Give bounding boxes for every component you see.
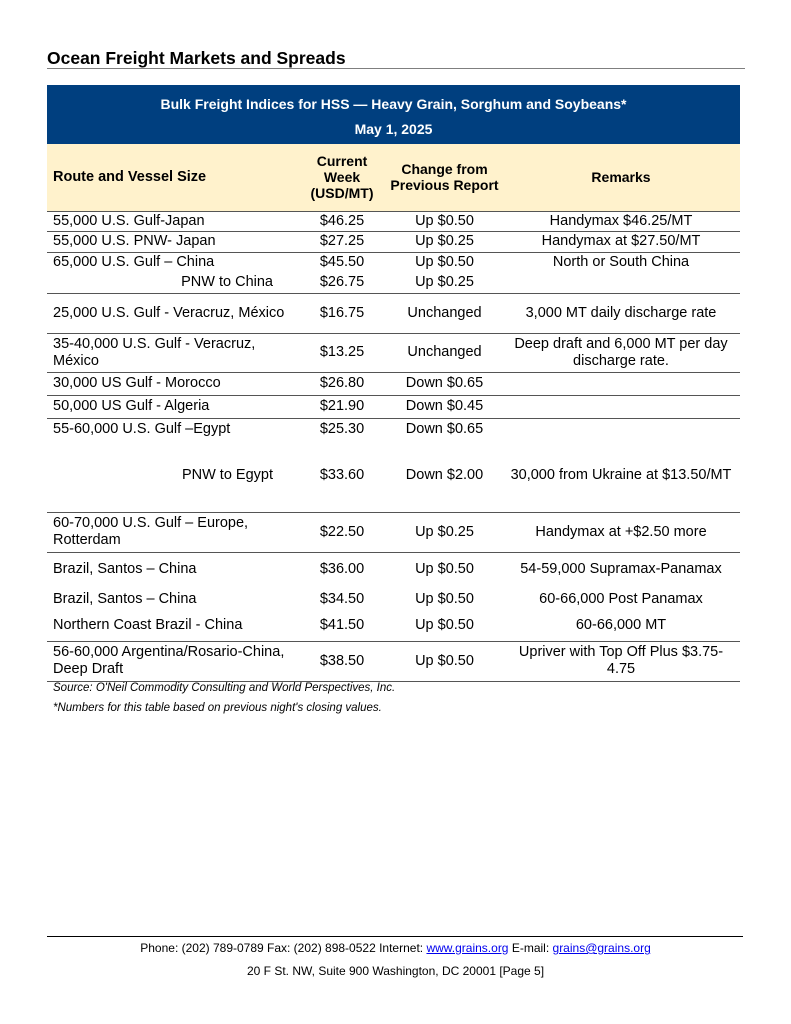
current-cell: $16.75 (297, 293, 387, 333)
footer-contact-line (0, 941, 791, 955)
header-change-line2: Previous Report (390, 177, 499, 194)
table-banner-date: May 1, 2025 (47, 117, 740, 144)
route-cell: Northern Coast Brazil - China (47, 611, 297, 641)
change-cell: Down $0.45 (387, 395, 502, 418)
freight-table-container (47, 85, 740, 682)
freight-indices-table (47, 85, 740, 682)
footer-email-label: E-mail: (511, 941, 550, 955)
change-cell: Unchanged (387, 293, 502, 333)
current-cell: $13.25 (297, 333, 387, 372)
change-cell: Up $0.25 (387, 512, 502, 552)
numbers-note: *Numbers for this table based on previous night's closing values. (53, 702, 382, 714)
current-cell: $27.25 (297, 231, 387, 252)
page-title: Ocean Freight Markets and Spreads (47, 48, 346, 68)
footer-divider (47, 936, 743, 937)
route-cell: Brazil, Santos – China (53, 561, 197, 578)
change-cell: Up $0.50 (415, 590, 474, 607)
footer-address: 20 F St. NW, Suite 900 Washington, DC 20001 [Page 5] (246, 964, 545, 978)
current-cell: $46.25 (297, 211, 387, 231)
table-row (47, 552, 740, 587)
change-cell: Down $2.00 (387, 440, 502, 512)
table-row (47, 231, 740, 252)
remarks-cell (502, 372, 740, 395)
remarks-cell: North or South China (552, 254, 690, 271)
header-current-line3: (USD/MT) (310, 185, 374, 202)
route-cell: 60-70,000 U.S. Gulf – Europe, Rotterdam (47, 512, 297, 552)
website-link[interactable]: www.grains.org (426, 941, 509, 955)
header-current-line1: Current (316, 153, 368, 170)
current-cell: $45.50 (319, 254, 365, 271)
table-row (47, 333, 740, 372)
remarks-cell: Handymax at $27.50/MT (502, 231, 740, 252)
current-cell: $36.00 (319, 561, 365, 578)
remarks-cell: Deep draft and 6,000 MT per day discharge rate. (502, 333, 740, 372)
route-cell: 55,000 U.S. Gulf-Japan (47, 211, 297, 231)
footer-phone-fax: Phone: (202) 789-0789 Fax: (202) 898-0522 Internet: (140, 941, 424, 955)
route-cell: 65,000 U.S. Gulf – China (53, 254, 215, 271)
remarks-cell: 60-66,000 MT (502, 611, 740, 641)
change-cell: Down $0.65 (387, 372, 502, 395)
header-remarks: Remarks (502, 144, 740, 211)
table-row (47, 211, 740, 231)
remarks-cell: 30,000 from Ukraine at $13.50/MT (502, 440, 740, 512)
table-row (47, 372, 740, 395)
change-cell: Up $0.50 (387, 641, 502, 681)
route-cell: PNW to China (181, 274, 273, 291)
table-row (47, 395, 740, 418)
remarks-cell (502, 273, 740, 293)
title-divider (47, 68, 745, 69)
current-cell: $22.50 (297, 512, 387, 552)
table-banner-title: Bulk Freight Indices for HSS — Heavy Grain, Sorghum and Soybeans* (47, 85, 740, 117)
remarks-cell: 60-66,000 Post Panamax (539, 590, 703, 607)
route-cell: 35-40,000 U.S. Gulf - Veracruz, México (47, 333, 297, 372)
email-link[interactable]: grains@grains.org (552, 941, 651, 955)
remarks-cell: 54-59,000 Supramax-Panamax (520, 561, 722, 578)
change-cell: Up $0.50 (387, 611, 502, 641)
change-cell: Up $0.50 (415, 254, 474, 271)
change-cell: Up $0.50 (387, 211, 502, 231)
table-header-row (47, 144, 740, 211)
header-current-line2: Week (323, 169, 361, 186)
remarks-cell (502, 418, 740, 440)
change-cell: Up $0.50 (415, 561, 474, 578)
current-cell: $38.50 (297, 641, 387, 681)
table-row (47, 252, 740, 273)
header-change-line1: Change from (401, 161, 488, 178)
current-cell: $41.50 (297, 611, 387, 641)
current-cell: $33.60 (297, 440, 387, 512)
route-cell: 55-60,000 U.S. Gulf –Egypt (53, 420, 231, 437)
table-banner-date-row (47, 117, 740, 144)
route-cell: 56-60,000 Argentina/Rosario-China, Deep Draft (47, 641, 297, 681)
route-cell: 50,000 US Gulf - Algeria (47, 395, 297, 418)
table-row (47, 611, 740, 641)
route-cell: 25,000 U.S. Gulf - Veracruz, México (47, 293, 297, 333)
route-cell: PNW to Egypt (181, 467, 273, 484)
remarks-cell (502, 395, 740, 418)
change-cell: Down $0.65 (405, 420, 484, 437)
current-cell: $26.80 (297, 372, 387, 395)
table-row (47, 440, 740, 512)
table-row (47, 418, 740, 440)
route-cell: 55,000 U.S. PNW- Japan (47, 231, 297, 252)
current-cell: $26.75 (297, 273, 387, 293)
change-cell: Up $0.25 (387, 231, 502, 252)
table-row (47, 273, 740, 293)
change-cell: Up $0.25 (387, 273, 502, 293)
current-cell: $25.30 (319, 420, 365, 437)
current-cell: $21.90 (297, 395, 387, 418)
source-note: Source: O'Neil Commodity Consulting and World Perspectives, Inc. (53, 682, 396, 694)
remarks-cell: Upriver with Top Off Plus $3.75-4.75 (502, 641, 740, 681)
remarks-cell: 3,000 MT daily discharge rate (502, 293, 740, 333)
header-change (387, 144, 502, 211)
change-cell: Unchanged (387, 333, 502, 372)
header-route: Route and Vessel Size (47, 144, 297, 211)
header-current-week (297, 144, 387, 211)
remarks-cell: Handymax at +$2.50 more (502, 512, 740, 552)
current-cell: $34.50 (319, 590, 365, 607)
table-row (47, 587, 740, 611)
remarks-cell: Handymax $46.25/MT (502, 211, 740, 231)
table-banner-title-row (47, 85, 740, 117)
route-cell: Brazil, Santos – China (53, 590, 197, 607)
table-row (47, 512, 740, 552)
table-row (47, 293, 740, 333)
route-cell: 30,000 US Gulf - Morocco (47, 372, 297, 395)
table-row (47, 641, 740, 681)
